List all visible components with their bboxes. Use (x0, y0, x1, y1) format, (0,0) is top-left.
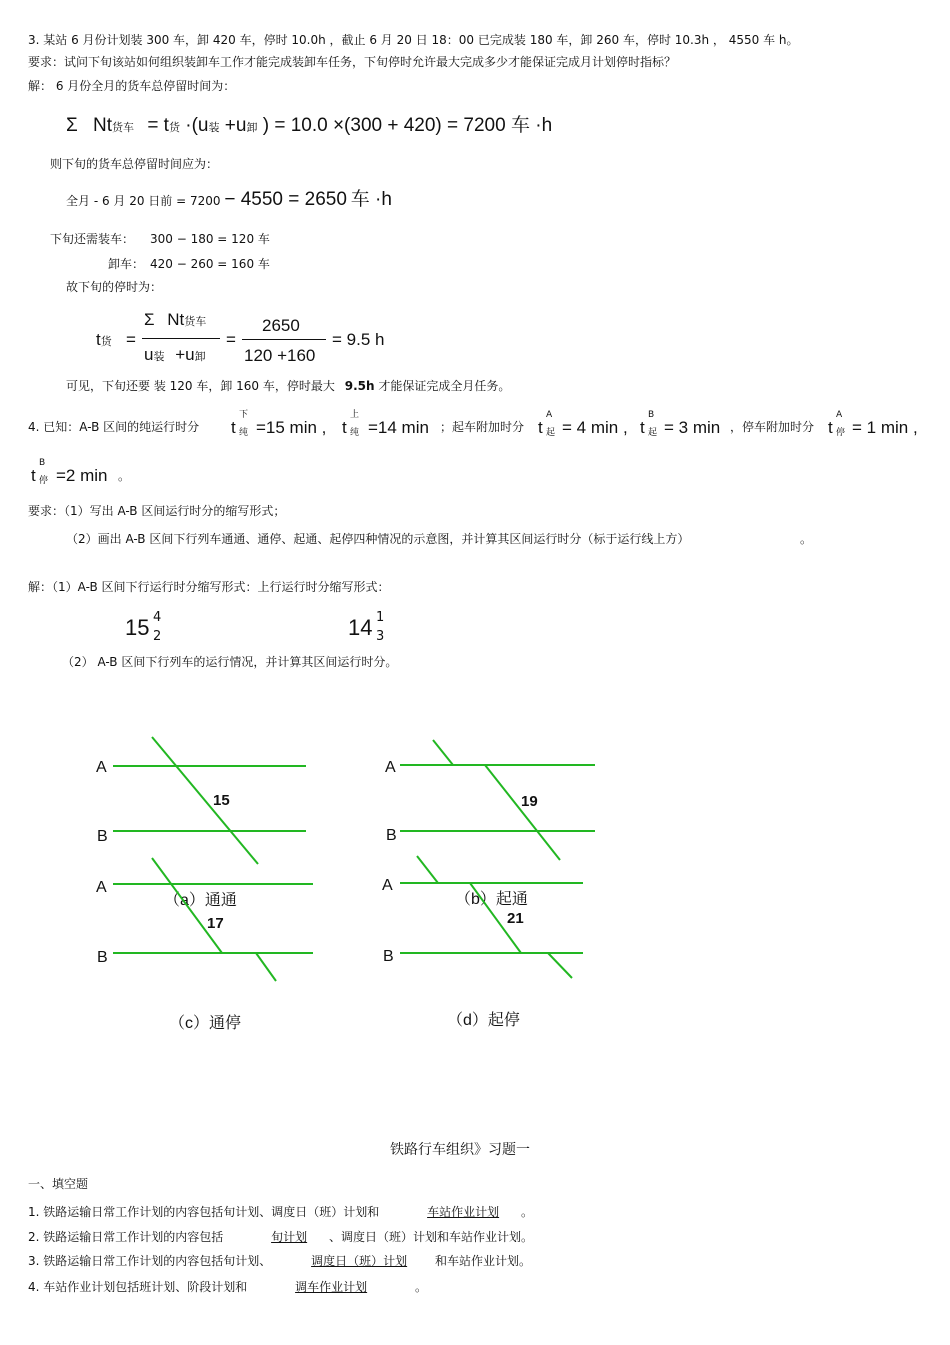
t-stop-a (828, 419, 833, 436)
t3-sup: A (546, 410, 553, 420)
station-label-c-top: A (96, 879, 107, 896)
item-answer: 旬计划 (271, 1230, 308, 1244)
t6-sup: B (39, 458, 46, 468)
station-label-c-bottom: B (97, 949, 108, 966)
item-prefix: 4. 车站作业计划包括班计划、阶段计划和 (28, 1280, 248, 1294)
time-value-a: 15 (213, 792, 230, 809)
t6-sub: 停 (39, 476, 49, 486)
p3-requirement: 要求：试问下旬该站如何组织装卸车工作才能完成装卸车任务，下旬停时允许最大完成多少才能保证完成月计划停时指标？ (28, 55, 677, 69)
unload-calc: 420 − 260 = 160 车 (150, 257, 270, 271)
p4-req2-tail: 。 (800, 532, 813, 546)
equation-stay-time (96, 308, 416, 370)
eq1-u2-sub: 卸 (246, 122, 258, 134)
time-value-c: 17 (207, 915, 224, 932)
frac-t-sub: 货 (100, 336, 112, 348)
time-value-d: 21 (507, 910, 524, 927)
exercise-item-1 (28, 1206, 533, 1218)
t-stop-b (31, 467, 36, 484)
t2-sup: 上 (350, 410, 360, 420)
p3-conclusion (66, 380, 510, 392)
diagram-c (96, 858, 313, 1032)
caption-d: （d）起停 (447, 1012, 520, 1029)
t4-sup: B (648, 410, 655, 420)
t4-val: = 3 min (664, 418, 721, 437)
eq1-u2: +u (224, 115, 247, 136)
up-sup: 1 (376, 610, 385, 625)
fraction-bar (142, 338, 220, 339)
load-label: 下旬还需装车： (50, 232, 135, 246)
frac2-den: 120 +160 (244, 346, 316, 365)
eq1-nt-sub: 货车 (112, 122, 135, 134)
eq2-rest: − 4550 = 2650 (224, 189, 347, 210)
item-suffix: 。 (414, 1280, 427, 1294)
eq1-t-sub: 货 (168, 122, 180, 134)
frac-t: t (96, 330, 101, 349)
frac-den-u1-sub: 装 (153, 351, 165, 363)
t-net-up (342, 419, 347, 436)
fraction-bar-2 (242, 339, 326, 340)
item-suffix: 、调度日（班）计划和车站作业计划。 (328, 1230, 533, 1244)
t6-tail: 。 (118, 469, 131, 483)
down-sup: 4 (153, 610, 162, 625)
item-answer: 车站作业计划 (427, 1205, 500, 1219)
t-letter: t (828, 418, 833, 437)
stop-stub-d (548, 953, 572, 978)
conclusion-b: 9.5h (344, 379, 375, 393)
exercise-item-4 (28, 1281, 427, 1293)
station-label-d-bottom: B (383, 948, 394, 965)
eq2-prefix: 全月 - 6 月 20 日前 = 7200 (66, 194, 221, 208)
item-prefix: 1. 铁路运输日常工作计划的内容包括旬计划、调度日（班）计划和 (28, 1205, 380, 1219)
train-path-a (152, 737, 258, 864)
item-suffix: 和车站作业计划。 (434, 1254, 531, 1268)
frac-result: = 9.5 h (332, 330, 385, 349)
t5-sup: A (836, 410, 843, 420)
t5-val: = 1 min , (852, 418, 918, 437)
eq2-unit: 车 ·h (350, 189, 392, 210)
load-calc: 300 − 180 = 120 车 (150, 232, 270, 246)
sigma-symbol: Σ (66, 115, 78, 136)
item-suffix: 。 (520, 1205, 533, 1219)
caption-c: （c）通停 (169, 1015, 242, 1032)
t-letter: t (31, 466, 36, 485)
conclusion-a: 可见，下旬还要 装 120 车，卸 160 车，停时最大 (66, 379, 335, 393)
eq1-rest: ) = 10.0 ×(300 + 420) = 7200 (262, 115, 506, 136)
item-answer: 调车作业计划 (295, 1280, 368, 1294)
p4-req2: （2）画出 A-B 区间下行列车通通、通停、起通、起停四种情况的示意图，并计算其区间运行时分（标于运行线上方） (66, 532, 690, 546)
equation-remaining-stay (66, 190, 392, 209)
item-prefix: 3. 铁路运输日常工作计划的内容包括旬计划、 (28, 1254, 272, 1268)
t-letter: t (538, 418, 543, 437)
frac2-num: 2650 (262, 316, 300, 335)
t-letter: t (640, 418, 645, 437)
caption-a: （a）通通 (164, 892, 237, 909)
t2-val: =14 min (368, 418, 429, 437)
t4-sub: 起 (648, 428, 658, 438)
station-label-d-top: A (382, 877, 393, 894)
train-path-b (485, 765, 560, 860)
p4-mid2: ，停车附加时分 (730, 420, 815, 434)
eq1-nt: Nt (93, 115, 113, 136)
p4-mid1: ；起车附加时分 (440, 420, 525, 434)
eq1-t: = t (147, 115, 169, 136)
p3-line1: 3. 某站 6 月份计划装 300 车，卸 420 车，停时 10.0h ，截止 6 月 20 日 18：00 已完成装 180 车，卸 260 车，停时 10.3h ， 4550 车 h。 (28, 33, 799, 47)
t6-val: =2 min (56, 466, 108, 485)
t1-sub: 纯 (239, 428, 249, 438)
up-sub: 3 (376, 629, 385, 644)
start-stub-b (433, 740, 453, 765)
p4-line1-prefix: 4. 已知：A-B 区间的纯运行时分 (28, 420, 200, 434)
t3-sub: 起 (546, 428, 556, 438)
station-label-a-top: A (96, 759, 107, 776)
down-sub: 2 (153, 629, 162, 644)
time-value-b: 19 (521, 793, 538, 810)
p3-line4: 则下旬的货车总停留时间应为： (50, 157, 219, 171)
t5-sub: 停 (836, 428, 846, 438)
station-label-b-bottom: B (386, 827, 397, 844)
t-letter: t (342, 418, 347, 437)
p4-req1: 要求：（1）写出 A-B 区间运行时分的缩写形式； (28, 504, 286, 518)
stop-stub-c (256, 953, 276, 981)
p4-sol1: 解：（1）A-B 区间下行运行时分缩写形式：上行运行时分缩写形式： (28, 580, 390, 594)
frac-num-nt: Nt (167, 310, 185, 329)
frac-eq: = (126, 330, 136, 349)
frac-den-u2: +u (175, 345, 195, 364)
t-start-b (640, 419, 645, 436)
unload-label: 卸车： (108, 257, 145, 271)
t3-val: = 4 min , (562, 418, 628, 437)
t2-sub: 纯 (350, 428, 360, 438)
up-time-shorthand (348, 617, 372, 639)
frac-num-sigma: Σ (144, 310, 155, 329)
frac-den-u2-sub: 卸 (194, 351, 206, 363)
train-diagrams (0, 700, 950, 1045)
equation-total-stay (66, 116, 552, 135)
down-time-shorthand (125, 617, 149, 639)
exercise-section: 一、填空题 (28, 1177, 89, 1191)
start-stub-d (417, 856, 438, 883)
frac-den-u1: u (144, 345, 154, 364)
eq1-unit: 车 ·h (510, 115, 553, 136)
item-answer: 调度日（班）计划 (311, 1254, 408, 1268)
t1-val: =15 min , (256, 418, 327, 437)
up-base: 14 (348, 615, 373, 640)
conclusion-c: 才能保证完成全月任务。 (378, 379, 511, 393)
caption-b: （b）起通 (455, 891, 528, 908)
diagram-d (382, 856, 583, 1029)
t-net-down (231, 419, 236, 436)
t-start-a (538, 419, 543, 436)
p3-solution-intro: 解： 6 月份全月的货车总停留时间为： (28, 79, 236, 93)
frac-num-sub: 货车 (184, 316, 207, 328)
item-prefix: 2. 铁路运输日常工作计划的内容包括 (28, 1230, 224, 1244)
t1-sup: 下 (239, 410, 249, 420)
down-base: 15 (125, 615, 150, 640)
eq1-u1: ·(u (185, 115, 209, 136)
exercise-title: 铁路行车组织》习题一 (390, 1142, 530, 1158)
station-label-a-bottom: B (97, 828, 108, 845)
eq1-u1-sub: 装 (208, 122, 220, 134)
exercise-item-3 (28, 1255, 531, 1267)
p4-sol2: （2） A-B 区间下行列车的运行情况，并计算其区间运行时分。 (62, 655, 398, 669)
frac-eq2: = (226, 330, 236, 349)
p3-line5: 故下旬的停时为： (66, 280, 163, 294)
station-label-b-top: A (385, 759, 396, 776)
exercise-item-2 (28, 1231, 533, 1243)
t-letter: t (231, 418, 236, 437)
